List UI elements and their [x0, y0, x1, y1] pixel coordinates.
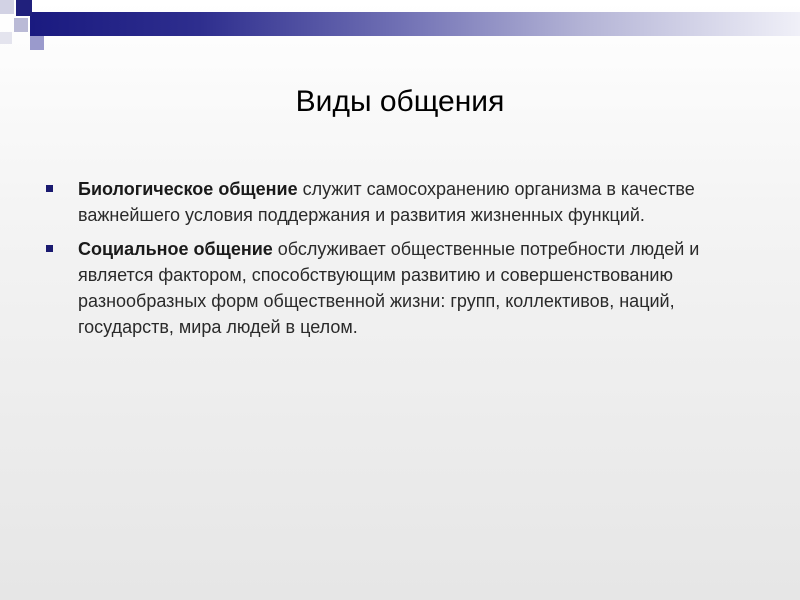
decorative-square [14, 18, 28, 32]
slide-title: Виды общения [295, 85, 505, 118]
decorative-square [30, 36, 44, 50]
bullet-text: служит самосохранению организма в качестве важнейшего условия поддержания и развития жизненных функций. [78, 179, 695, 225]
decorative-square [16, 0, 32, 16]
bullet-item-biological [46, 176, 746, 228]
decorative-square [0, 32, 12, 44]
square-bullet-icon [46, 245, 53, 252]
title-decoration-bar [30, 12, 800, 36]
bullet-list [46, 176, 746, 348]
square-bullet-icon [46, 185, 53, 192]
bullet-item-social [46, 236, 746, 340]
bullet-term: Биологическое общение [78, 179, 298, 199]
bullet-term: Социальное общение [78, 239, 273, 259]
decorative-square [0, 0, 14, 14]
bullet-text: обслуживает общественные потребности людей и является фактором, способствующим развитию и совершенствованию разнообразных форм общественной жизни: групп, коллективов, наций, государств, мира людей в целом. [78, 239, 700, 337]
